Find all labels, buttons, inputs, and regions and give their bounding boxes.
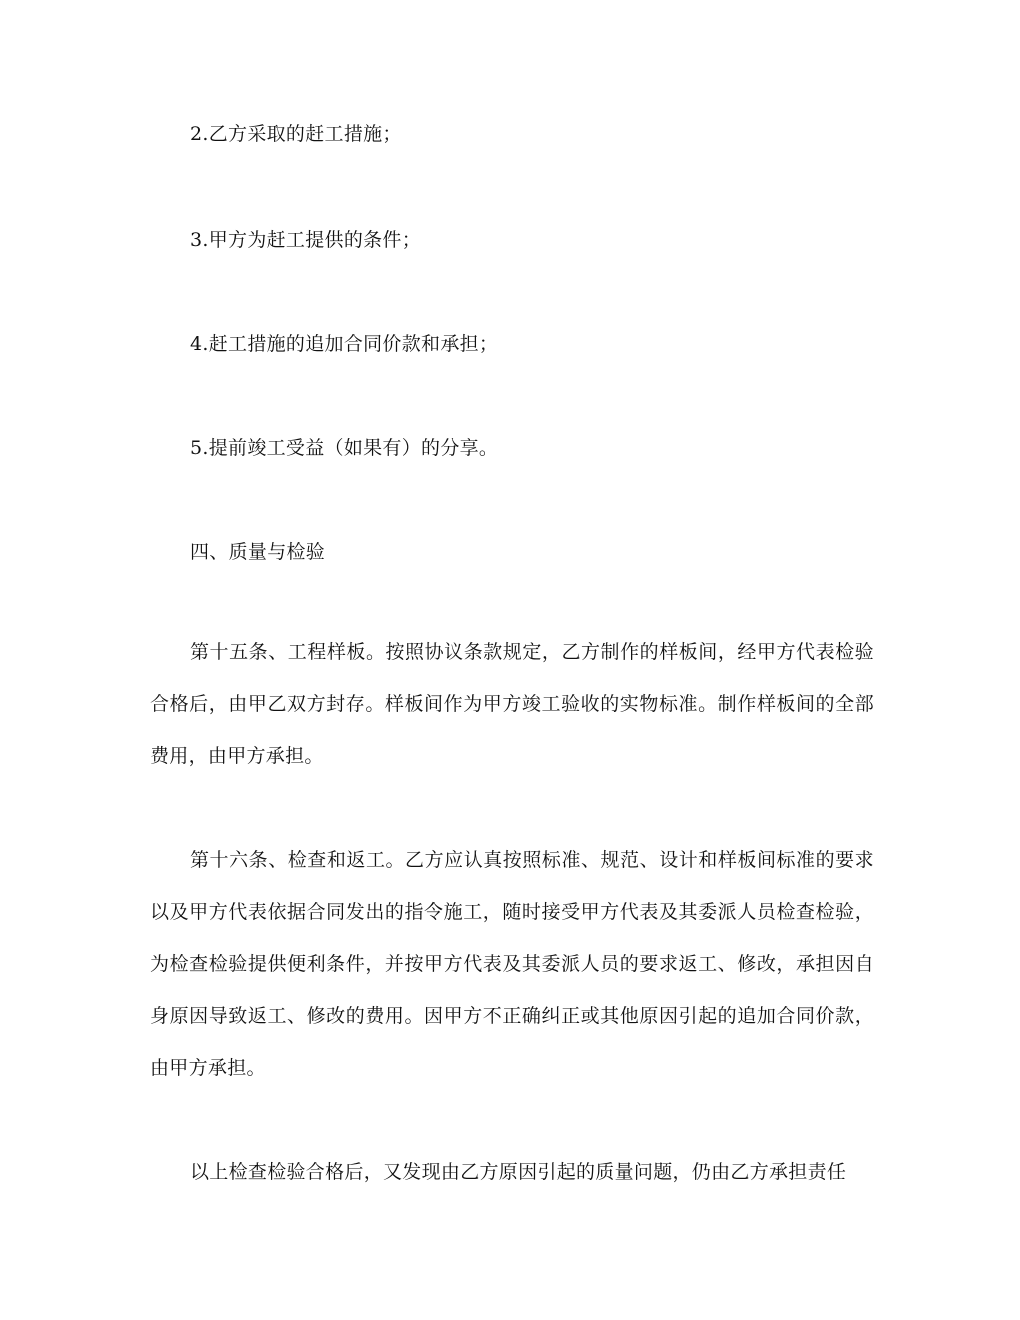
- list-item: 5.提前竣工受益（如果有）的分享。: [190, 437, 499, 459]
- section-heading: 四、质量与检验: [190, 541, 326, 563]
- paragraph: 以上检查检验合格后，又发现由乙方原因引起的质量问题，仍由乙方承担责任: [190, 1161, 847, 1183]
- list-item: 3.甲方为赶工提供的条件；: [190, 229, 422, 251]
- list-item: 2.乙方采取的赶工措施；: [190, 123, 402, 145]
- paragraph: 第十五条、工程样板。按照协议条款规定，乙方制作的样板间，经甲方代表检验合格后，由甲乙双方封存。样板间作为甲方竣工验收的实物标准。制作样板间的全部费用，由甲方承担。: [150, 641, 874, 767]
- list-item: 4.赶工措施的追加合同价款和承担；: [190, 333, 499, 355]
- paragraph: 第十六条、检查和返工。乙方应认真按照标准、规范、设计和样板间标准的要求以及甲方代表依据合同发出的指令施工，随时接受甲方代表及其委派人员检查检验，为检查检验提供便利条件，并按甲方代表及其委派人员的要求返工、修改，承担因自身原因导致返工、修改的费用。因甲方不正确纠正或其他原因引起的追加合同价款，由甲方承担。: [150, 849, 874, 1079]
